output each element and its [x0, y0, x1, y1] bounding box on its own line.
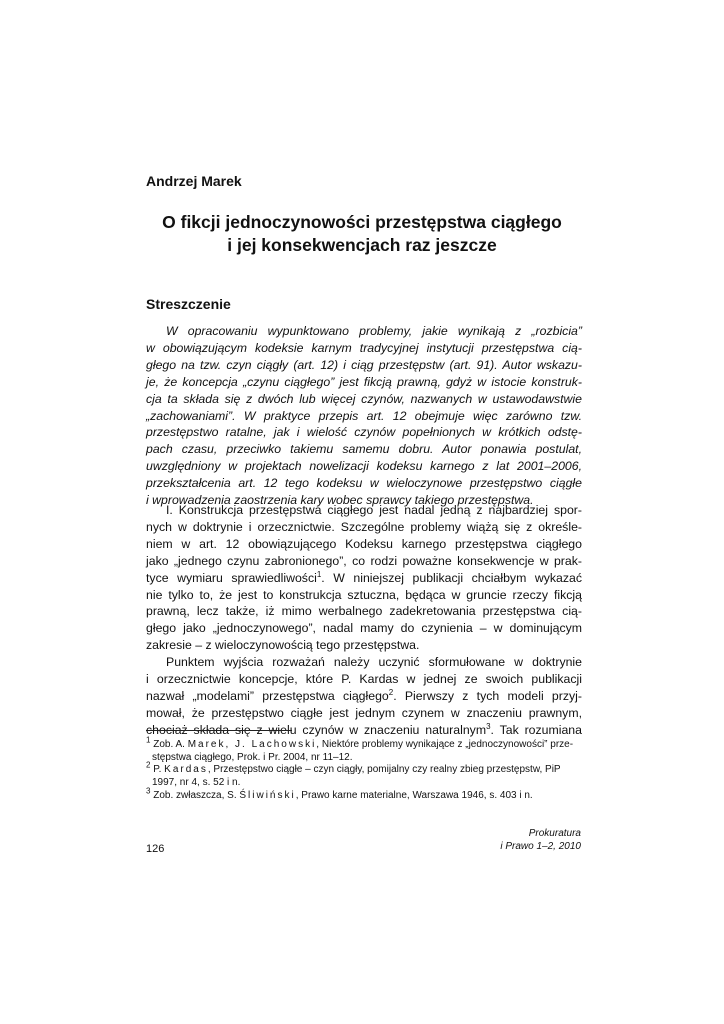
journal-line: Prokuratura: [528, 828, 581, 839]
page-number: 126: [146, 843, 165, 855]
abstract-line: je, że koncepcja „czynu ciągłego” jest fikcją prawną, gdyż w istocie konstruk-: [146, 374, 582, 389]
footnote-number: 3: [146, 786, 151, 796]
footnote-number: 2: [146, 761, 151, 771]
footnote-2-cont: 1997, nr 4, s. 52 i n.: [152, 777, 241, 789]
body-line: Punktem wyjścia rozważań należy uczynić sformułowane w doktrynie: [166, 655, 582, 670]
footnote-separator: [146, 730, 292, 731]
footnote-text: P.: [150, 764, 165, 776]
footnote-3: [146, 786, 582, 803]
body-text-run: . W niniejszej publikacji chciałbym wykazać: [321, 570, 582, 585]
body-line: mował, że przestępstwo ciągłe jest jednym czynem w znaczeniu prawnym,: [146, 705, 582, 720]
abstract-line: cja ta składa się z dwóch lub więcej czynów, nazwanych w ustawodawstwie: [146, 391, 582, 406]
body-line: i orzecznictwie koncepcje, które P. Kardas w jednej ze swoich publikacji: [146, 672, 582, 687]
footnote-text: Zob. A.: [150, 739, 188, 750]
body-line: zakresie – z wieloczynowością tego przestępstwa.: [146, 638, 420, 653]
body-line: niem w art. 12 obowiązującego Kodeksu karnego przestępstwa ciągłego: [146, 536, 582, 551]
abstract-heading: Streszczenie: [146, 296, 231, 312]
abstract-line: uwzględniony w projektach nowelizacji kodeksu karnego z lat 2001–2006,: [146, 459, 582, 474]
journal-name: [500, 828, 581, 853]
body-text-run: . Tak rozumiana: [490, 722, 582, 737]
footnote-1: [146, 735, 582, 752]
footnote-ref[interactable]: 2: [388, 687, 394, 697]
body-line: prawną, lecz także, iż mimo werbalnego zadekretowania przestępstwa cią-: [146, 604, 582, 619]
abstract-line: przestępstwo ratalne, jak i wielość czynów popełnionych w krótkich odstę-: [146, 425, 582, 440]
abstract-line: pach czasu, przeciwko takiemu samemu dobru. Autor ponawia postulat,: [146, 442, 582, 457]
article-title: [120, 211, 604, 257]
footnote-author: Marek, J. Lachowski: [187, 739, 317, 750]
body-line: jako „jednego czynu zabronionego”, co rodzi poważne konsekwencje w prak-: [146, 553, 582, 568]
abstract-line: W opracowaniu wypunktowano problemy, jakie wynikają z „rozbicia”: [166, 324, 582, 338]
footnote-ref[interactable]: 3: [486, 721, 491, 731]
footnote-text: Zob. zwłaszcza, S.: [150, 789, 240, 801]
abstract-line: „zachowaniami”. W praktyce przepis art. 12 obejmuje więc zarówno tzw.: [146, 408, 582, 423]
footnote-text: , Prawo karne materialne, Warszawa 1946, s. 403 i n.: [295, 789, 533, 801]
title-line: i jej konsekwencjach raz jeszcze: [227, 235, 497, 255]
footnote-text: , Niektóre problemy wynikające z „jednoczynowości” prze-: [316, 739, 574, 750]
body-text: [146, 502, 582, 739]
body-line: nych w doktrynie i orzecznictwie. Szczególne problemy wiążą się z określe-: [146, 519, 582, 534]
body-line: [146, 570, 582, 587]
abstract-line: głego na tzw. czyn ciągły (art. 12) i ciąg przestępstw (art. 91). Autor wskazu-: [146, 357, 582, 372]
body-text-run: chociaż składa się z wielu czynów w znaczeniu naturalnym: [146, 722, 487, 737]
footnote-2: [146, 761, 582, 777]
body-text-run: tyce wymiaru sprawiedliwości: [146, 570, 317, 585]
footnote-ref[interactable]: 1: [316, 569, 322, 579]
body-line: głego jako „jednoczynowego”, nadal mamy do czynienia – w dominującym: [146, 621, 582, 636]
footnote-text: , Przestępstwo ciągłe – czyn ciągły, pomijalny czy realny zbieg przestępstw, PiP: [207, 764, 561, 776]
title-line: O fikcji jednoczynowości przestępstwa ciągłego: [162, 212, 562, 232]
body-text-run: nazwał „modelami” przestępstwa ciągłego: [146, 688, 389, 703]
footnotes: [146, 735, 582, 803]
footnote-number: 1: [146, 735, 151, 745]
body-line: nie tylko to, że jest to konstrukcja sztuczna, będąca w gruncie rzeczy fikcją: [146, 587, 582, 602]
abstract-line: w obowiązującym kodeksie karnym tradycyjnej instytucji przestępstwa cią-: [146, 340, 582, 355]
footnote-author: Kardas: [164, 764, 208, 776]
body-text-run: . Pierwszy z tych modeli przyj-: [393, 688, 582, 703]
body-line: [146, 688, 582, 705]
journal-line: i Prawo 1–2, 2010: [500, 840, 581, 852]
footnote-1-cont: stępstwa ciągłego, Prok. i Pr. 2004, nr 11–12.: [152, 751, 353, 763]
author-name: Andrzej Marek: [146, 173, 242, 189]
abstract-line: i wprowadzenia zaostrzenia kary wobec sprawcy takiego przestępstwa.: [146, 493, 534, 508]
abstract-text: [146, 323, 582, 509]
footnote-author: Śliwiński: [239, 789, 296, 801]
body-line: I. Konstrukcja przestępstwa ciągłego jest nadal jedną z najbardziej spor-: [166, 503, 582, 517]
abstract-line: przekształcenia art. 12 tego kodeksu w wieloczynowe przestępstwo ciągłe: [146, 476, 582, 491]
